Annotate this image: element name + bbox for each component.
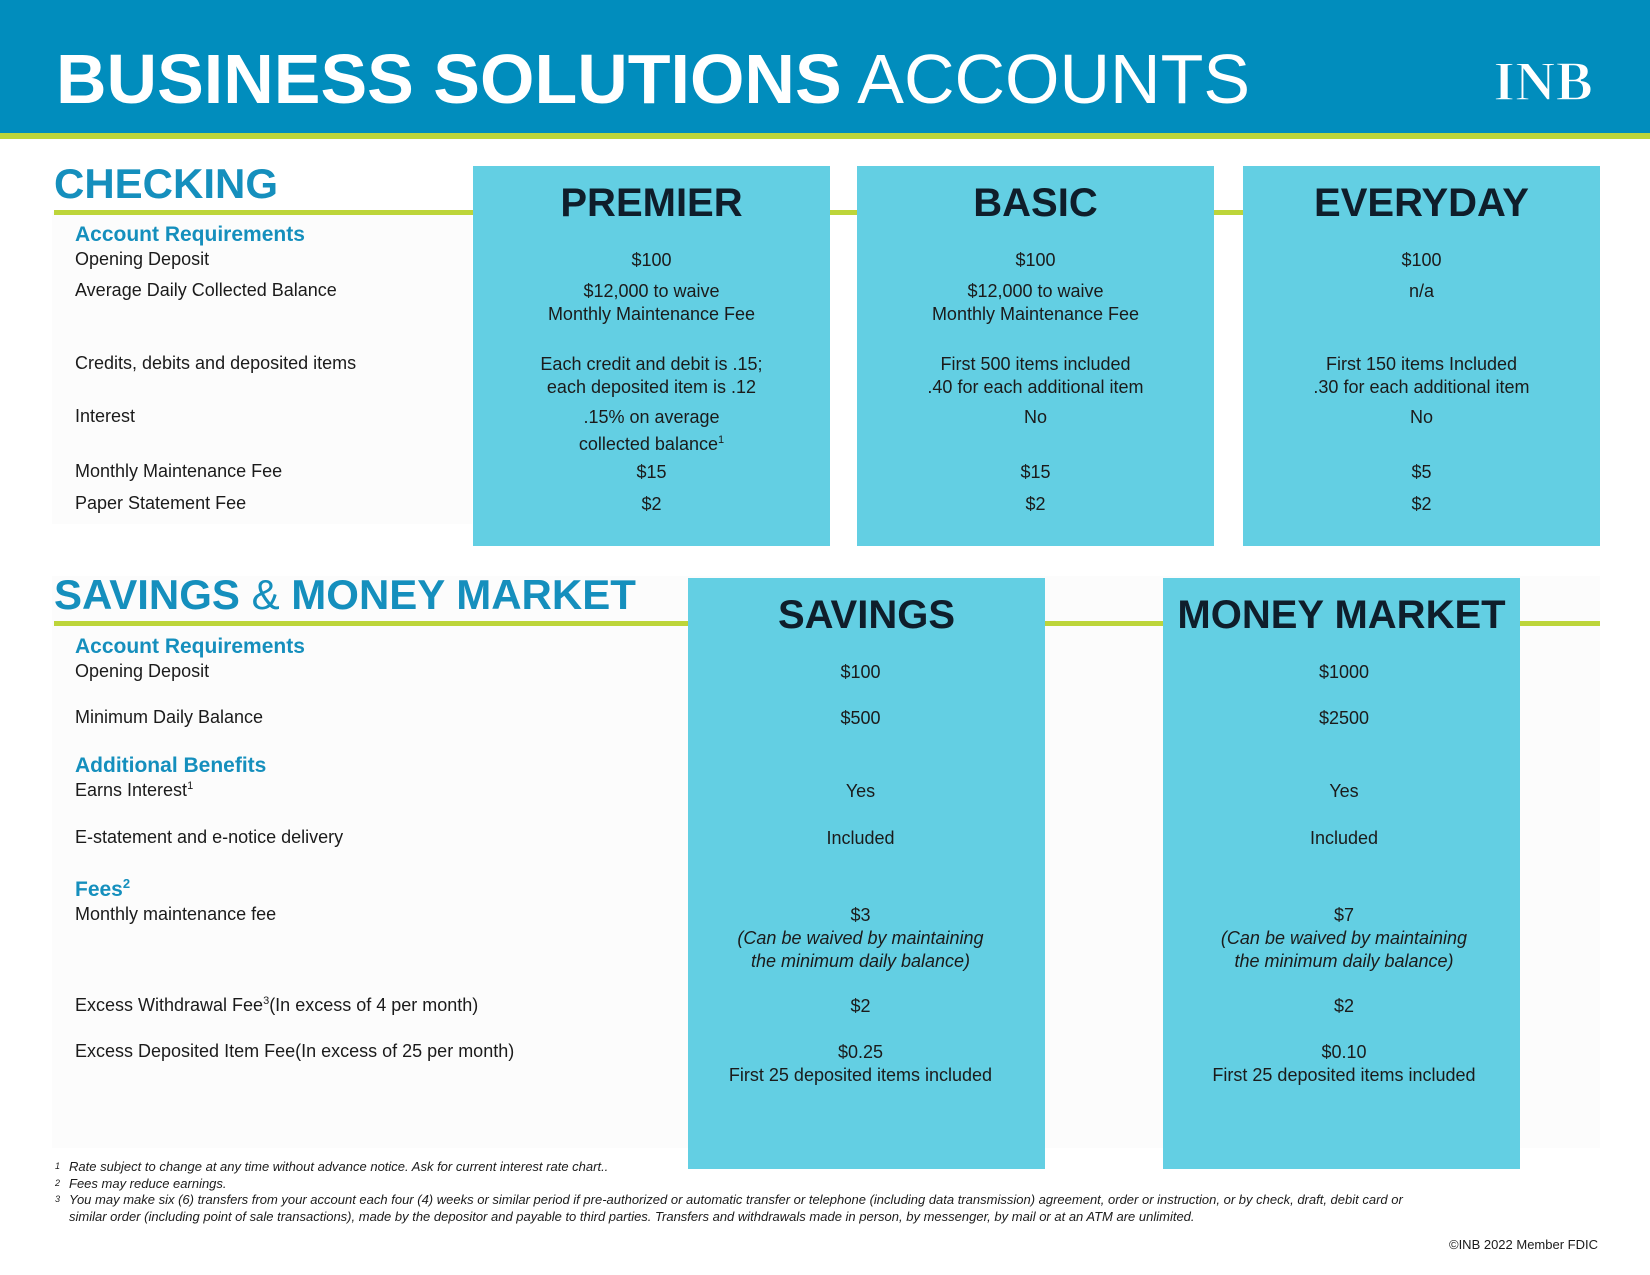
money-market-withdrawal-fee: $2	[1333, 996, 1355, 1016]
premier-opening: $100	[631, 250, 672, 270]
premier-paper-fee: $2	[641, 494, 662, 514]
account-name-savings: SAVINGS	[777, 593, 956, 637]
footnote-3: 3 You may make six (6) transfers from your account each four (4) weeks or similar period if pre-authorized or automatic transfer or telephone (including data transmission) agreement, order or instruction, or by check, draft, debit card or	[55, 1192, 1403, 1207]
savings-interest: Yes	[845, 781, 876, 801]
everyday-interest: No	[1409, 407, 1433, 427]
row-label-estatement: E-statement and e-notice delivery	[75, 827, 344, 847]
basic-items: First 500 items included .40 for each additional item	[927, 354, 1144, 397]
row-label-min-balance: Minimum Daily Balance	[75, 707, 264, 727]
everyday-balance: n/a	[1408, 281, 1435, 301]
premier-interest: .15% on average collected balance$^1$	[578, 407, 725, 454]
savings-deposited-fee: $0.25 First 25 deposited items included	[728, 1042, 993, 1085]
page-title	[56, 38, 1250, 120]
row-label-excess-deposited: Excess Deposited Item Fee(In excess of 25 per month)	[75, 1041, 515, 1061]
row-label-excess-withdrawal: Excess Withdrawal Fee$^3$(In excess of 4 per month)	[75, 995, 479, 1015]
savings-estatement: Included	[826, 828, 895, 848]
row-label-opening-deposit: Opening Deposit	[75, 249, 210, 269]
footnote-2: 2 Fees may reduce earnings.	[55, 1175, 227, 1191]
footnote-1: 1 Rate subject to change at any time without advance notice. Ask for current interest rate chart..	[55, 1159, 609, 1174]
row-label-savings-opening: Opening Deposit	[75, 661, 210, 681]
money-market-deposited-fee: $0.10 First 25 deposited items included	[1212, 1042, 1476, 1085]
money-market-estatement: Included	[1309, 828, 1379, 848]
checking-title: CHECKING	[54, 160, 279, 207]
everyday-opening: $100	[1401, 250, 1442, 270]
basic-opening: $100	[1015, 250, 1056, 270]
row-label-average-balance: Average Daily Collected Balance	[75, 280, 337, 300]
money-market-min-balance: $2500	[1318, 708, 1370, 728]
basic-balance: $12,000 to waive Monthly Maintenance Fee	[931, 281, 1140, 324]
money-market-interest: Yes	[1329, 781, 1359, 801]
copyright: ©INB 2022 Member FDIC	[1448, 1237, 1598, 1252]
savings-title: SAVINGS & MONEY MARKET	[54, 571, 636, 618]
row-label-credits-debits: Credits, debits and deposited items	[75, 353, 357, 373]
footnotes	[55, 1159, 1605, 1225]
row-label-interest: Interest	[75, 406, 136, 426]
everyday-items: First 150 items Included .30 for each additional item	[1313, 354, 1530, 397]
savings-opening: $100	[840, 662, 881, 682]
footnote-3-continued: similar order (including point of sale transactions), made by the depositor and payable to third parties. Transfers and withdrawals made in person, by messenger, by mail or at an ATM are unlimited.	[69, 1208, 1195, 1224]
account-name-basic: BASIC	[973, 181, 1098, 225]
premier-items: Each credit and debit is .15; each deposited item is .12	[540, 354, 763, 397]
money-market-opening: $1000	[1318, 662, 1370, 682]
everyday-monthly-fee: $5	[1411, 462, 1432, 482]
basic-monthly-fee: $15	[1020, 462, 1051, 482]
account-name-premier: PREMIER	[560, 181, 743, 225]
account-name-money-market: MONEY MARKET	[1177, 593, 1506, 637]
checking-requirements-heading: Account Requirements	[75, 223, 305, 246]
header-accent-stripe	[0, 133, 1650, 139]
basic-interest: No	[1023, 407, 1047, 427]
row-label-paper-fee: Paper Statement Fee	[75, 493, 247, 513]
savings-min-balance: $500	[840, 708, 881, 728]
page-title-bold: BUSINESS SOLUTIONS	[56, 40, 842, 118]
basic-paper-fee: $2	[1025, 494, 1046, 514]
additional-benefits-heading: Additional Benefits	[75, 754, 267, 777]
savings-withdrawal-fee: $2	[850, 996, 871, 1016]
savings-monthly-fee: $3 (Can be waived by maintaining the minimum daily balance)	[737, 905, 984, 971]
premier-monthly-fee: $15	[636, 462, 667, 482]
row-label-monthly-fee: Monthly Maintenance Fee	[75, 461, 283, 481]
row-label-monthly-maintenance: Monthly maintenance fee	[75, 904, 277, 924]
page-title-light: ACCOUNTS	[857, 40, 1251, 118]
everyday-paper-fee: $2	[1411, 494, 1432, 514]
inb-logo-text: INB	[1493, 52, 1593, 108]
row-label-earns-interest: Earns Interest$^1$	[75, 780, 194, 800]
account-name-everyday: EVERYDAY	[1314, 181, 1529, 225]
money-market-monthly-fee: $7 (Can be waived by maintaining the minimum daily balance)	[1220, 905, 1468, 971]
inb-logo	[1488, 52, 1598, 108]
premier-balance: $12,000 to waive Monthly Maintenance Fee	[547, 281, 756, 324]
savings-requirements-heading: Account Requirements	[75, 635, 305, 658]
fees-heading: Fees$^2$	[75, 876, 131, 901]
